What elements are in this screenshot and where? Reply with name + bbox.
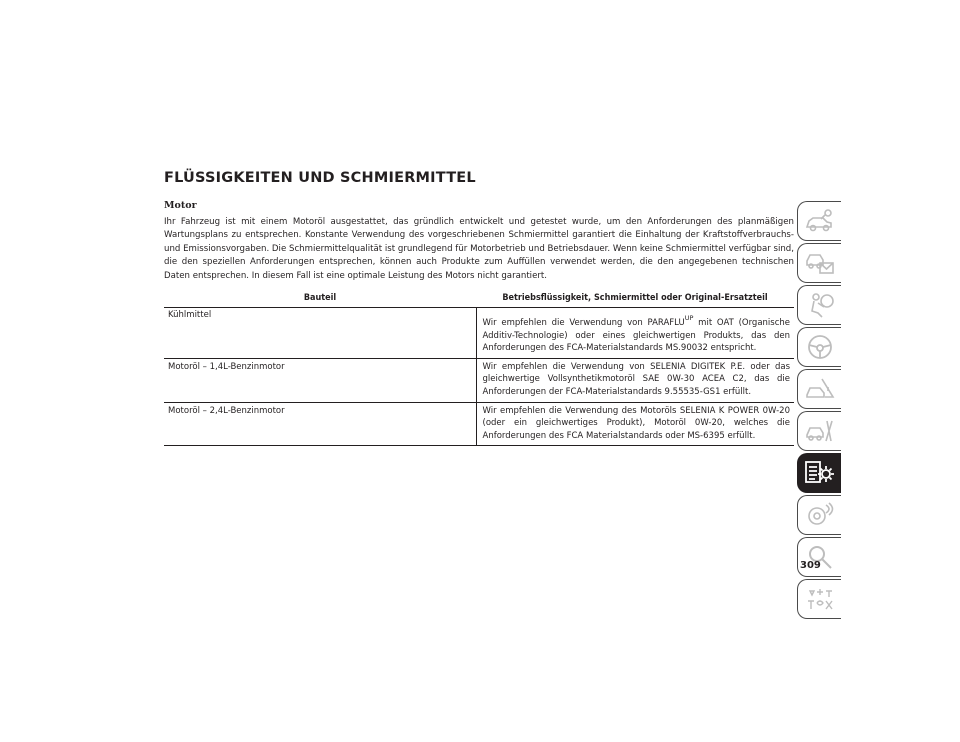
- tab-steering-wheel[interactable]: [797, 327, 841, 367]
- page-number: 309: [800, 560, 821, 571]
- subheading-motor: Motor: [164, 200, 197, 211]
- tab-car-tools[interactable]: [797, 411, 841, 451]
- table-row: [164, 358, 794, 402]
- airbag-icon: [804, 291, 836, 319]
- tab-warning-car[interactable]: [797, 369, 841, 409]
- car-mail-icon: [804, 249, 836, 277]
- cell-spec: Wir empfehlen die Verwendung des Motoröls SELENIA K POWER 0W-20 (oder ein gleichwertiges Produkt), Motoröl 0W-20, welches die Anforderungen des FCA Materialstandards oder MS-6395 erfüllt.: [476, 402, 794, 446]
- tab-language[interactable]: [797, 579, 841, 619]
- language-icon: [804, 585, 836, 613]
- table-row: [164, 308, 794, 359]
- multimedia-icon: [804, 501, 836, 529]
- car-tools-icon: [804, 417, 836, 445]
- tab-airbag[interactable]: [797, 285, 841, 325]
- spec-text-continued: mit OAT (Organische Additiv-Technologie) oder eines gleichwertigen Produkts, das den Anforderungen des FCA-Materialstandards MS.90032 entspricht.: [482, 318, 790, 354]
- tab-specifications[interactable]: [797, 453, 841, 493]
- tab-search-index[interactable]: [797, 537, 841, 577]
- fluids-table: [164, 291, 794, 446]
- steering-wheel-icon: [804, 333, 836, 361]
- warning-car-icon: [804, 375, 836, 403]
- cell-component: Kühlmittel: [164, 308, 476, 359]
- header-component: Bauteil: [164, 291, 476, 308]
- specifications-gear-icon: [804, 459, 836, 487]
- cell-spec: [476, 308, 794, 359]
- cell-spec: Wir empfehlen die Verwendung von SELENIA DIGITEK P.E. oder das gleichwertige Vollsynthetikmotoröl SAE 0W-30 ACEA C2, das die Anforderungen der FCA-Materialstandards 9.55535-GS1 erfüllt.: [476, 358, 794, 402]
- table-row: [164, 402, 794, 446]
- section-title: FLÜSSIGKEITEN UND SCHMIERMITTEL: [164, 170, 476, 186]
- spec-superscript: UP: [684, 314, 694, 322]
- cell-component: Motoröl – 2,4L-Benzinmotor: [164, 402, 476, 446]
- header-fluid: Betriebsflüssigkeit, Schmiermittel oder Original-Ersatzteil: [476, 291, 794, 308]
- spec-text: Wir empfehlen die Verwendung von PARAFLU: [482, 318, 685, 328]
- tab-car-key[interactable]: [797, 201, 841, 241]
- tab-multimedia[interactable]: [797, 495, 841, 535]
- tab-car-mail[interactable]: [797, 243, 841, 283]
- table-header-row: [164, 291, 794, 308]
- car-key-icon: [804, 207, 836, 235]
- cell-component: Motoröl – 1,4L-Benzinmotor: [164, 358, 476, 402]
- chapter-tabs: [797, 201, 841, 621]
- intro-paragraph: Ihr Fahrzeug ist mit einem Motoröl ausgestattet, das gründlich entwickelt und getestet wurde, um den Anforderungen des planmäßigen Wartungsplans zu entsprechen. Konstante Verwendung des vorgeschriebenen Schmiermittel garantiert die Einhaltung der Kraftstoffverbrauchs- und Emissionsvorgaben. Die Schmiermittelqualität ist grundlegend für Motorbetrieb und Betriebsdauer. Wenn keine Schmiermittel verfügbar sind, die den speziellen Anforderungen entsprechen, können auch Produkte zum Auffüllen verwendet werden, die den angegebenen technischen Daten entsprechen. In diesem Fall ist eine optimale Leistung des Motors nicht garantiert.: [164, 217, 794, 281]
